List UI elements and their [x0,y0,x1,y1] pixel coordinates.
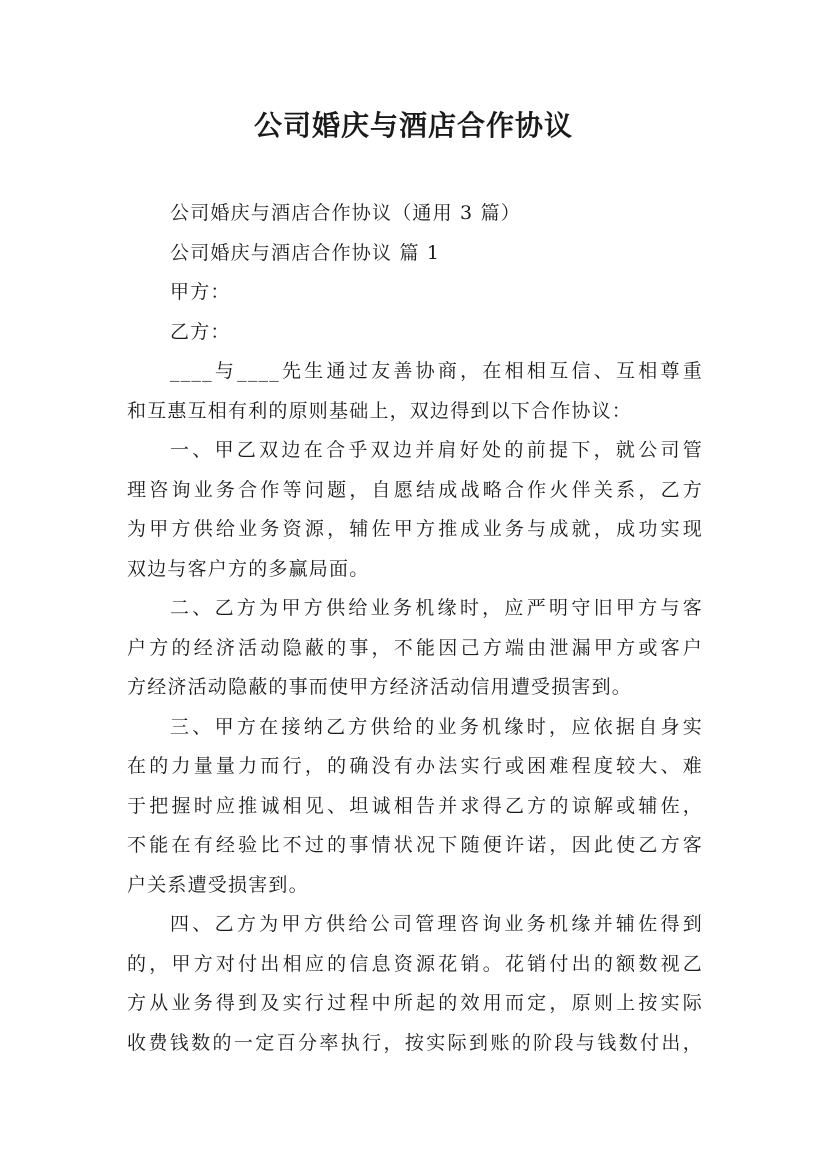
paragraph-line: 的，甲方对付出相应的信息资源花销。花销付出的额数视乙 [127,952,703,975]
party-b-label: 乙方： [170,320,231,343]
paragraph-line: 在的力量量力而行，的确没有办法实行或困难程度较大、难 [127,755,703,777]
paragraph-line: ____与____先生通过友善协商，在相相互信、互相尊重 [170,360,703,382]
document-title: 公司婚庆与酒店合作协议 [253,109,573,142]
paragraph-line: 为甲方供给业务资源，辅佐甲方推成业务与成就，成功实现 [127,518,703,540]
party-a-label: 甲方： [170,281,231,303]
paragraph-line: 四、乙方为甲方供给公司管理咨询业务机缘并辅佐得到 [170,913,703,935]
paragraph-line: 双边与客户方的多赢局面。 [127,557,370,580]
section-heading: 公司婚庆与酒店合作协议 篇 1 [170,241,441,264]
document-body [127,194,703,1063]
paragraph-line: 于把握时应推诚相见、坦诚相告并求得乙方的谅解或辅佐， [127,794,703,817]
subtitle-line: 公司婚庆与酒店合作协议（通用 3 篇） [170,202,521,224]
paragraph-line: 和互惠互相有利的原则基础上，双边得到以下合作协议： [127,399,633,422]
paragraph-line: 三、甲方在接纳乙方供给的业务机缘时，应依据自身实 [170,715,703,738]
paragraph-line: 一、甲乙双边在合乎双边并肩好处的前提下，就公司管 [170,439,703,461]
paragraph-line: 不能在有经验比不过的事情状况下随便许诺，因此使乙方客 [127,834,703,856]
paragraph-line: 二、乙方为甲方供给业务机缘时，应严明守旧甲方与客 [170,597,703,619]
paragraph-line: 理咨询业务合作等问题，自愿结成战略合作火伴关系，乙方 [127,478,703,501]
paragraph-line: 收费钱数的一定百分率执行，按实际到账的阶段与钱数付出， [127,1031,703,1054]
paragraph-line: 方经济活动隐蔽的事而使甲方经济活动信用遭受损害到。 [127,676,633,698]
paragraph-line: 户关系遭受损害到。 [127,873,309,896]
paragraph-line: 户方的经济活动隐蔽的事，不能因己方端由泄漏甲方或客户 [127,636,703,659]
paragraph-line: 方从业务得到及实行过程中所起的效用而定，原则上按实际 [127,992,703,1014]
